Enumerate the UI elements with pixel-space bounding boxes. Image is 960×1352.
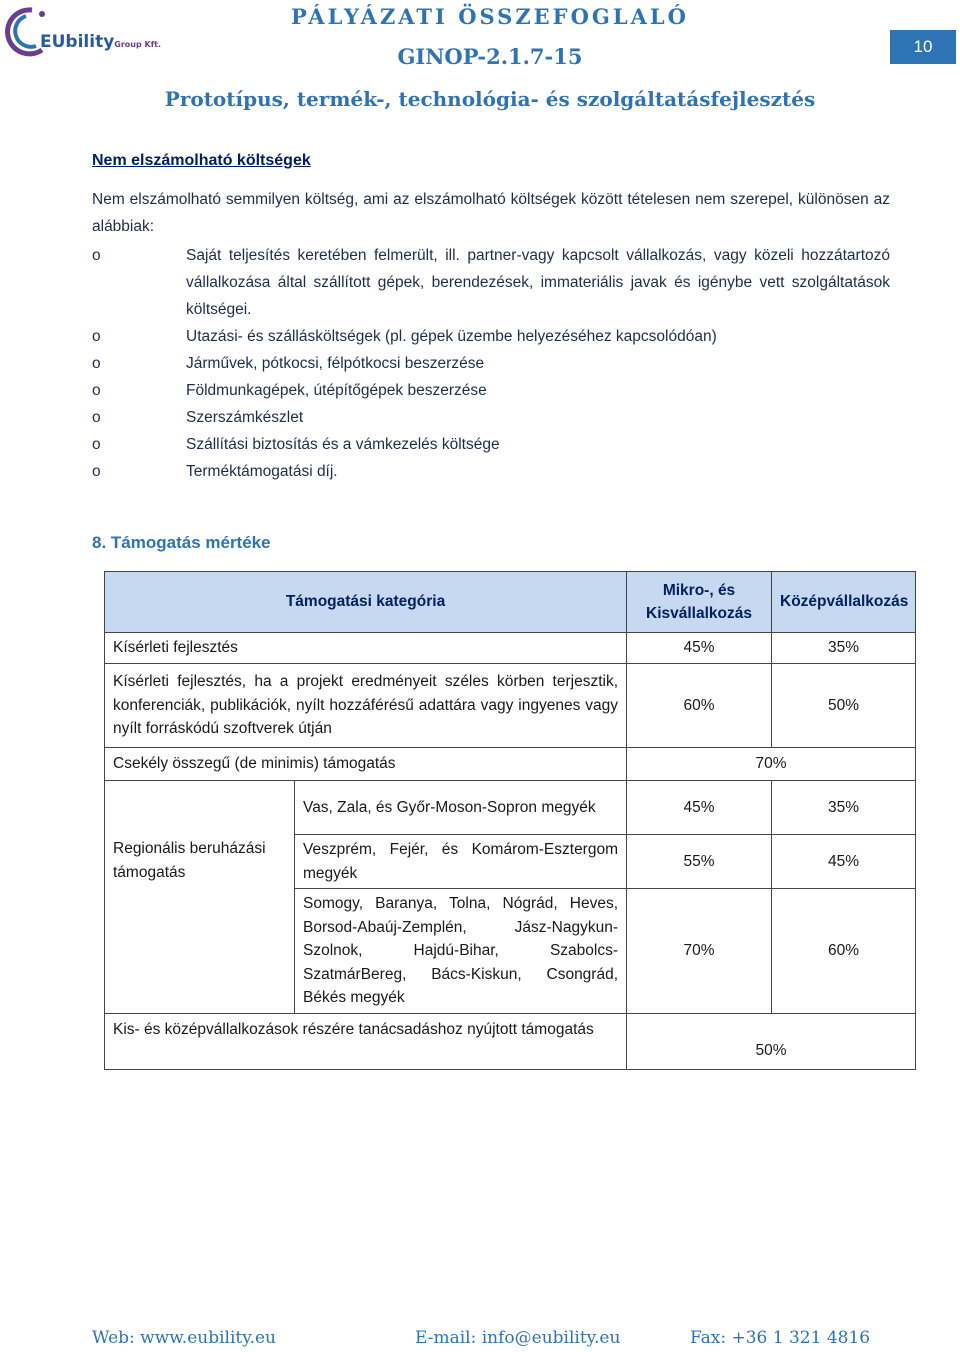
cell-micro: 60%	[627, 664, 772, 748]
row-label-regional: Regionális beruházási támogatás	[105, 781, 295, 1014]
header-medium: Középvállalkozás	[772, 572, 916, 633]
cell-micro: 70%	[627, 889, 772, 1014]
section-heading-support-rate: 8. Támogatás mértéke	[92, 533, 271, 552]
cell-micro: 55%	[627, 835, 772, 889]
document-title: PÁLYÁZATI ÖSSZEFOGLALÓ	[291, 4, 689, 29]
page-number-badge: 10	[890, 30, 956, 64]
table-row	[105, 1014, 916, 1070]
list-item: o Utazási- és szállásköltségek (pl. gépek üzembe helyezéséhez kapcsolódóan)	[92, 323, 890, 350]
cell-medium: 50%	[772, 664, 916, 748]
cell-value: 70%	[627, 748, 916, 781]
document-subtitle: Prototípus, termék-, technológia- és szolgáltatásfejlesztés	[164, 87, 816, 111]
company-logo-text: EUbilityGroup Kft.	[40, 32, 162, 52]
page-footer	[0, 1328, 960, 1352]
cell-value: 50%	[627, 1014, 916, 1070]
row-label: Csekély összegű (de minimis) támogatás	[105, 748, 627, 781]
list-item: o Terméktámogatási díj.	[92, 458, 890, 485]
bullet-icon: o	[92, 436, 101, 453]
bullet-icon: o	[92, 247, 101, 264]
cell-medium: 35%	[772, 633, 916, 664]
table-row	[105, 781, 916, 835]
list-item: o Járművek, pótkocsi, félpótkocsi beszerzése	[92, 350, 890, 377]
program-code: GINOP-2.1.7-15	[397, 44, 583, 69]
cell-medium: 60%	[772, 889, 916, 1014]
bullet-icon: o	[92, 409, 101, 426]
list-item: o Szállítási biztosítás és a vámkezelés költsége	[92, 431, 890, 458]
table-row	[105, 664, 916, 748]
bullet-icon: o	[92, 355, 101, 372]
bullet-icon: o	[92, 328, 101, 345]
footer-fax: Fax: +36 1 321 4816	[690, 1328, 871, 1348]
cell-medium: 35%	[772, 781, 916, 835]
footer-web: Web: www.eubility.eu	[92, 1328, 276, 1348]
header-micro-small: Mikro-, és Kisvállalkozás	[627, 572, 772, 633]
row-label: Kísérleti fejlesztés	[105, 633, 627, 664]
cell-micro: 45%	[627, 633, 772, 664]
table-header-row	[105, 572, 916, 633]
list-item: o Saját teljesítés keretében felmerült, ill. partner-vagy kapcsolt vállalkozás, vagy közeli hozzátartozó vállalkozása által szállított gépek, berendezések, immateriális javak és igénybe vett szolgáltatások költségei.	[92, 242, 890, 323]
bullet-icon: o	[92, 382, 101, 399]
county-group: Somogy, Baranya, Tolna, Nógrád, Heves, Borsod-Abaúj-Zemplén, Jász-Nagykun-Szolnok, Hajdú-Bihar, Szabolcs-SzatmárBereg, Bács-Kiskun, Csongrád, Békés megyék	[295, 889, 627, 1014]
row-label: Kísérleti fejlesztés, ha a projekt eredményeit széles körben terjesztik, konferenciák, publikációk, nyílt hozzáférésű adattára vagy ingyenes vagy nyílt forráskódú szoftverek útján	[105, 664, 627, 748]
cell-medium: 45%	[772, 835, 916, 889]
bullet-icon: o	[92, 463, 101, 480]
list-item: o Földmunkagépek, útépítőgépek beszerzése	[92, 377, 890, 404]
county-group: Vas, Zala, és Győr-Moson-Sopron megyék	[295, 781, 627, 835]
county-group: Veszprém, Fejér, és Komárom-Esztergom megyék	[295, 835, 627, 889]
header-category: Támogatási kategória	[105, 572, 627, 633]
section-heading-non-eligible: Nem elszámolható költségek	[92, 152, 311, 169]
row-label: Kis- és középvállalkozások részére tanácsadáshoz nyújtott támogatás	[105, 1014, 627, 1070]
support-rate-table	[104, 571, 916, 1070]
table-row	[105, 748, 916, 781]
cell-micro: 45%	[627, 781, 772, 835]
footer-email: E-mail: info@eubility.eu	[415, 1328, 621, 1348]
non-eligible-cost-list	[92, 242, 890, 485]
list-item: o Szerszámkészlet	[92, 404, 890, 431]
table-row	[105, 633, 916, 664]
intro-paragraph: Nem elszámolható semmilyen költség, ami az elszámolható költségek között tételesen nem szerepel, különösen az alábbiak:	[92, 191, 890, 235]
